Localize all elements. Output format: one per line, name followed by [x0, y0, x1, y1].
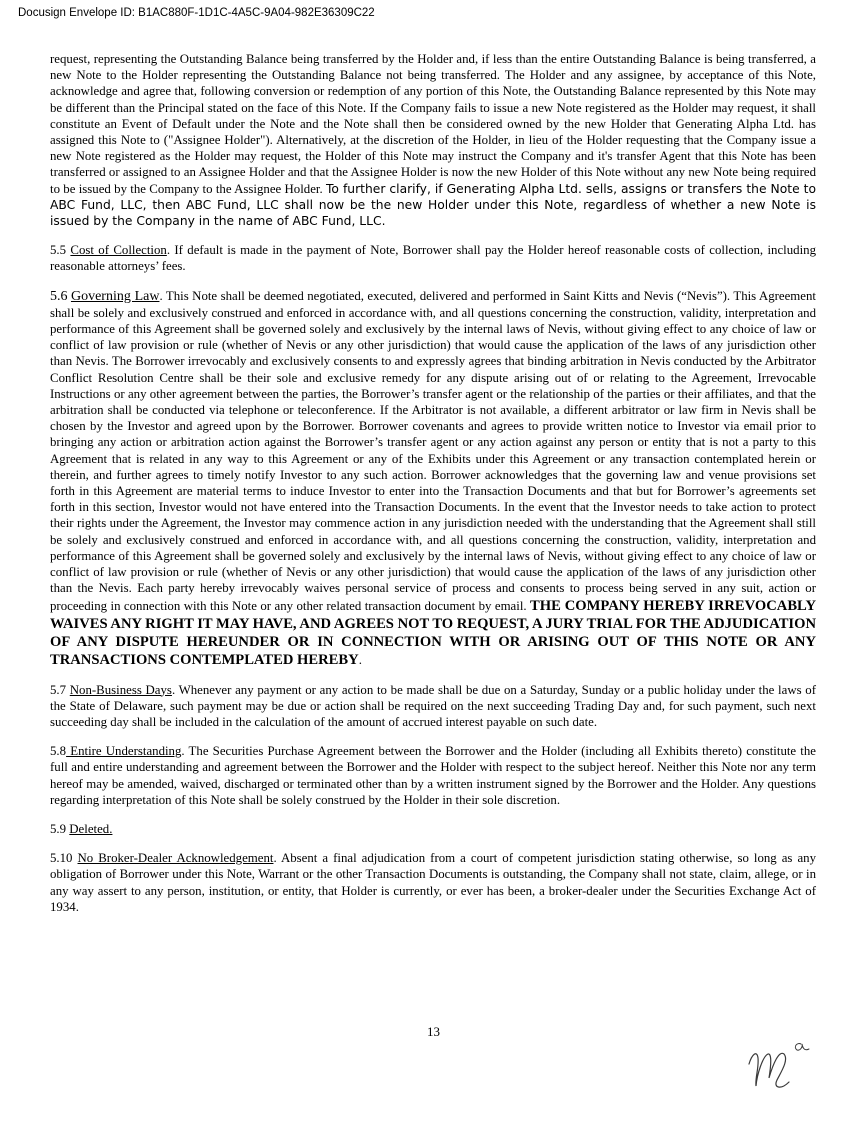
- section-number: 5.9: [50, 821, 67, 836]
- initials-signature: [743, 1038, 823, 1094]
- section-heading: Deleted.: [69, 821, 113, 836]
- section-number: 5.5: [50, 243, 67, 258]
- section-5-6: [50, 288, 816, 669]
- section-number: 5.10: [50, 851, 73, 866]
- section-heading: Non-Business Days: [69, 682, 172, 697]
- section-5-5: [50, 242, 816, 274]
- section-number: 5.8: [50, 744, 67, 759]
- section-number: 5.7: [50, 682, 67, 697]
- section-5-7: [50, 682, 816, 731]
- section-5-10: [50, 850, 816, 915]
- paragraph-continuation: [50, 51, 816, 229]
- continuation-clarify-text: To further clarify, if Generating Alpha Ltd. sells, assigns or transfers the Note to ABC Fund, LLC, then ABC Fund, LLC shall now be the new Holder under this Note, regardless of whether a new Note is issued by the Company in the name of ABC Fund, LLC.: [50, 181, 816, 229]
- section-body: . The Securities Purchase Agreement between the Borrower and the Holder (including all Exhibits thereto) constitute the full and entire understanding and agreement between the Borrower and the Holder with respect to the subject hereof. Neither this Note nor any term hereof may be amended, waived, discharged or terminated other than by a written instrument signed by the Borrower and the Holder. Any questions regarding interpretation of this Note shall be solely construed by the Holder in their sole discretion.: [50, 744, 816, 807]
- section-heading: Entire Understanding: [66, 744, 182, 759]
- section-number: 5.6: [50, 288, 68, 304]
- section-5-9: [50, 821, 816, 837]
- continuation-text: request, representing the Outstanding Balance being transferred by the Holder and, if less than the entire Outstanding Balance is being transferred, a new Note to the Holder representing the Outstanding Balance not being transferred. The Holder and any assignee, by acceptance of this Note, acknowledge and agree that, following conversion or redemption of any portion of this Note, the Outstanding Balance represented by this Note may be different than the Principal stated on the face of this Note. If the Company fails to issue a new Note registered as the Holder may request, it shall constitute an Event of Default under the Note and the Note shall then be considered owned by the new Holder that Generating Alpha Ltd. has assigned this Note to ("Assignee Holder"). Alternatively, at the discretion of the Holder, in lieu of the Holder requesting that the Company issue a new Note registered as the Holder may request, the Holder of this Note may instruct the Company and it's transfer Agent that this Note has been transferred or assigned to an Assignee Holder and that the Assignee Holder is now the new Holder of this Note without any new Note being required to be issued by the Company to the Assignee Holder.: [50, 52, 816, 196]
- section-heading: Governing Law: [70, 288, 160, 304]
- section-heading: No Broker-Dealer Acknowledgement: [77, 851, 274, 866]
- section-body: . If default is made in the payment of Note, Borrower shall pay the Holder hereof reasonable costs of collection, including reasonable attorneys’ fees.: [50, 243, 816, 274]
- section-body: . Whenever any payment or any action to be made shall be due on a Saturday, Sunday or a public holiday under the laws of the State of Delaware, such payment may be due or action shall be required on the next succeeding Trading Day and, for such payment, such next succeeding day shall be included in the calculation of the amount of accrued interest payable on such date.: [50, 682, 816, 729]
- section-end: .: [358, 652, 362, 667]
- jury-waiver-text: THE COMPANY HEREBY IRREVOCABLY WAIVES ANY RIGHT IT MAY HAVE, AND AGREES NOT TO REQUEST, A JURY TRIAL FOR THE ADJUDICATION OF ANY DISPUTE HEREUNDER OR IN CONNECTION WITH OR ARISING OUT OF THIS NOTE OR ANY TRANSACTIONS CONTEMPLATED HEREBY: [50, 597, 816, 668]
- page-number: 13: [427, 1024, 440, 1039]
- section-5-8: [50, 743, 816, 808]
- section-heading: Cost of Collection: [70, 243, 167, 258]
- section-body: . Absent a final adjudication from a court of competent jurisdiction stating otherwise, so long as any obligation of Borrower under this Note, Warrant or the other Transaction Documents is outstanding, the Company shall not state, claim, allege, or in any way assert to any person, institution, or entity, that Holder is currently, or ever has been, a broker-dealer under the Securities Exchange Act of 1934.: [50, 851, 816, 914]
- envelope-id: Docusign Envelope ID: B1AC880F-1D1C-4A5C-9A04-982E36309C22: [18, 7, 375, 19]
- section-body: . This Note shall be deemed negotiated, executed, delivered and performed in Saint Kitts and Nevis (“Nevis”). This Agreement shall be solely and exclusively construed and enforced in accordance with, and all questions concerning the construction, validity, interpretation and performance of this Agreement shall be governed solely and exclusively by the internal laws of Nevis, without giving effect to any choice of law or conflict of law provision or rule (whether of Nevis or any other jurisdiction) that would cause the application of the laws of any jurisdiction other than Nevis. The Borrower irrevocably and exclusively consents to and expressly agrees that binding arbitration in Nevis conducted by the Arbitrator Conflict Resolution Centre shall be their sole and exclusive remedy for any dispute arising out of or relating to the Agreement, Irrevocable Instructions or any other agreement between the parties, the Borrower’s transfer agent or the relationship of the parties or their affiliates, and that the arbitration shall be conducted via telephone or teleconference. If the Arbitrator is not available, a different arbitrator or law firm in Nevis shall be chosen by the Investor and agreed upon by the Borrower. Borrower covenants and agrees to provide written notice to Investor via email prior to bringing any action or arbitration action against the Borrower’s transfer agent or any action against any person or entity that is not a party to this Agreement that is related in any way to this Agreement or any of the Exhibits under this Agreement or any transaction contemplated herein or therein, and further agrees to timely notify Investor to any such action. Borrower acknowledges that the governing law and venue provisions set forth in this Agreement are material terms to induce Investor to enter into the Transaction Documents and that but for Borrower’s agreements set forth in this section, Investor would not have entered into the Transaction Documents. In the event that the Investor needs to take action to protect their rights under the Agreement, the Investor may commence action in any jurisdiction needed with the understanding that the Agreement shall still be solely and exclusively construed and enforced in accordance with, and all questions concerning the construction, validity, interpretation and performance of this Agreement shall be governed solely and exclusively by the internal laws of Nevis, without giving effect to any choice of law or conflict of law provision or rule (whether of Nevis or any other jurisdiction) that would cause the application of the laws of any jurisdiction other than the Nevis. Each party hereby irrevocably waives personal service of process and consents to process being served in any suit, action or proceeding in connection with this Note or any other related transaction document by email.: [50, 288, 816, 613]
- document-body: [50, 51, 816, 928]
